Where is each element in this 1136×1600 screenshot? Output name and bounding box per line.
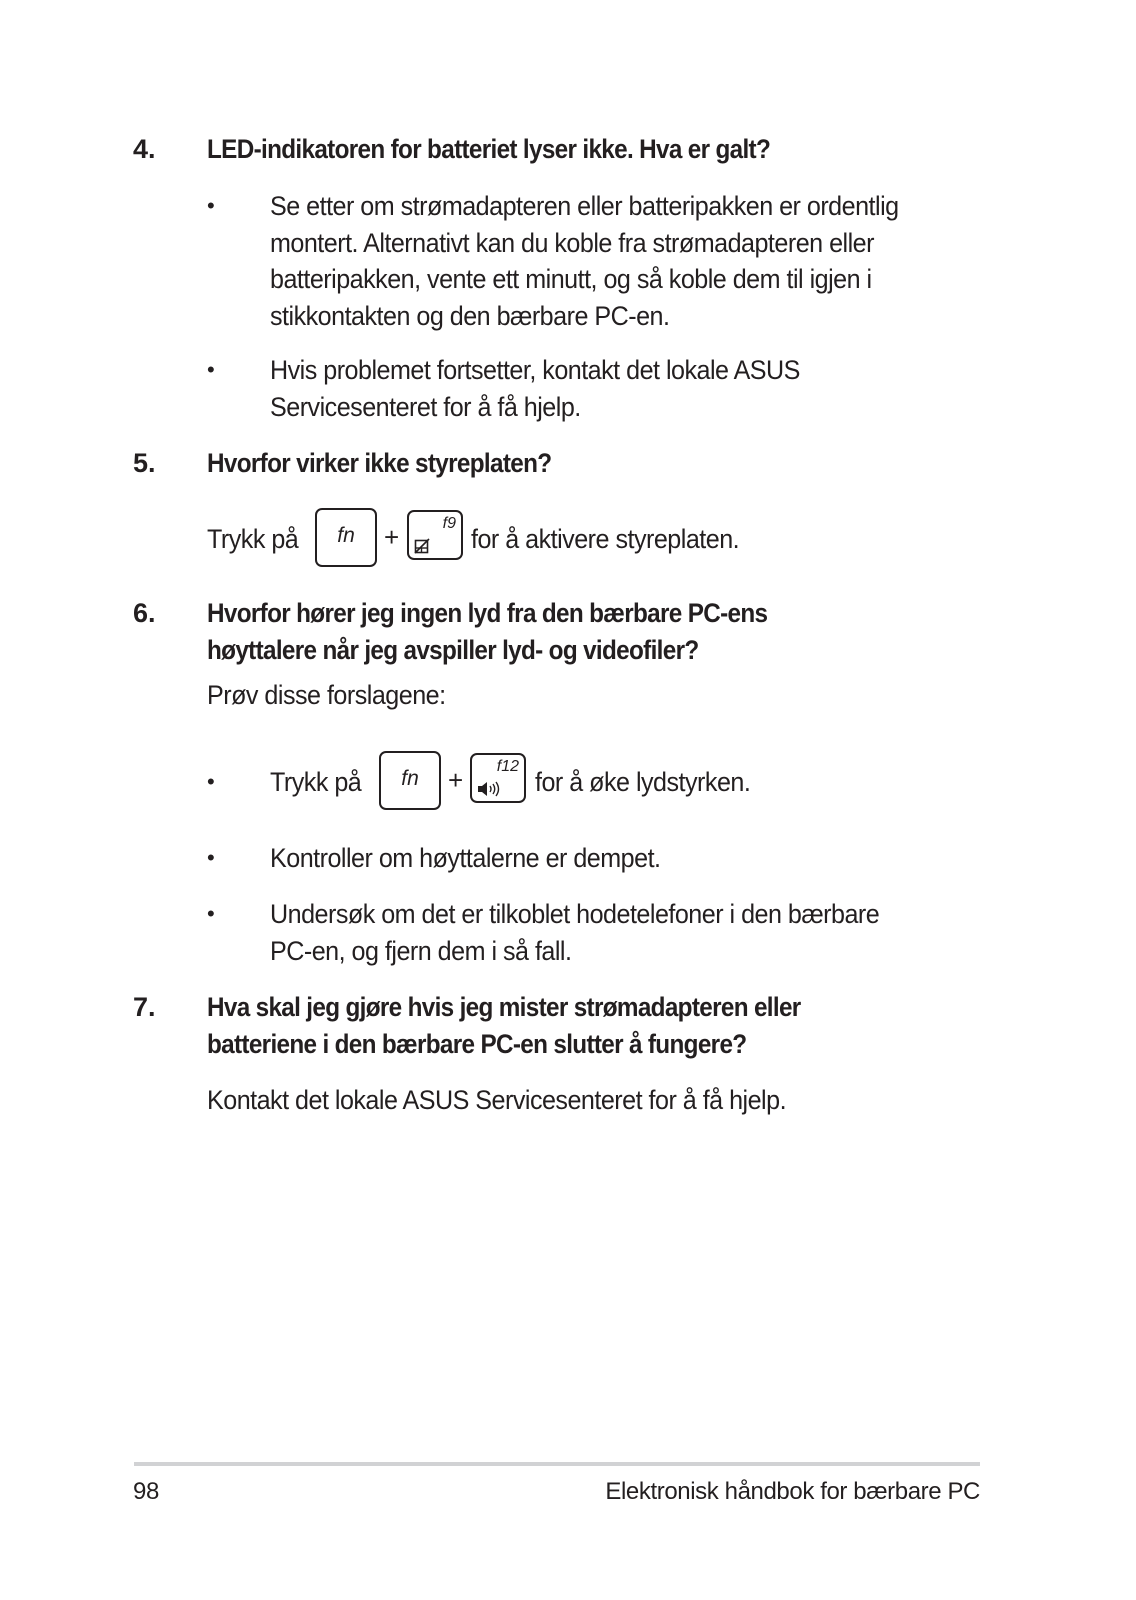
list-item xyxy=(270,352,840,425)
f9-key-label: f9 xyxy=(442,515,456,532)
instruction-prefix: Trykk på xyxy=(207,524,299,554)
f9-key xyxy=(407,510,463,560)
list-item-line: Hvis problemet fortsetter, kontakt det lokale ASUS xyxy=(270,355,800,385)
section-7-heading-line: batteriene i den bærbare PC-en slutter å fungere? xyxy=(207,1028,747,1059)
list-item-line: montert. Alternativt kan du koble fra strømadapteren eller xyxy=(270,227,874,258)
section-6-intro: Prøv disse forslagene: xyxy=(207,680,446,710)
list-item xyxy=(270,188,946,334)
key-bullet-suffix: for å øke lydstyrken. xyxy=(535,767,751,797)
instruction-suffix: for å aktivere styreplaten. xyxy=(471,524,740,554)
touchpad-toggle-icon xyxy=(414,538,430,554)
bullet-marker: • xyxy=(207,357,215,382)
section-5-number: 5. xyxy=(133,448,156,478)
f12-key-label: f12 xyxy=(496,758,519,775)
section-4-heading: LED-indikatoren for batteriet lyser ikke. Hva er galt? xyxy=(207,134,771,164)
list-item-line: batteripakken, vente ett minutt, og så koble dem til igjen i xyxy=(270,264,872,294)
page-number: 98 xyxy=(133,1478,159,1505)
bullet-marker: • xyxy=(207,193,215,218)
fn-key xyxy=(379,751,441,810)
fn-key-label: fn xyxy=(337,524,355,547)
bullet-marker: • xyxy=(207,769,215,794)
list-item-line: Servicesenteret for å få hjelp. xyxy=(270,391,581,422)
list-item xyxy=(270,896,925,969)
section-7-number: 7. xyxy=(133,992,156,1022)
plus-sign: + xyxy=(448,765,464,795)
footer-divider xyxy=(134,1462,980,1466)
fn-key xyxy=(315,508,377,567)
bullet-marker: • xyxy=(207,845,215,870)
plus-sign: + xyxy=(384,522,400,552)
list-item-line: Se etter om strømadapteren eller batteripakken er ordentlig xyxy=(270,191,899,221)
section-6-heading-line: høyttalere når jeg avspiller lyd- og videofiler? xyxy=(207,634,699,665)
key-bullet-prefix: Trykk på xyxy=(270,767,362,797)
fn-key-label: fn xyxy=(401,767,419,790)
list-item-line: stikkontakten og den bærbare PC-en. xyxy=(270,300,670,331)
section-7-body: Kontakt det lokale ASUS Servicesenteret for å få hjelp. xyxy=(207,1085,787,1115)
f12-key xyxy=(470,753,526,803)
volume-up-icon xyxy=(477,781,501,797)
list-item-line: Undersøk om det er tilkoblet hodetelefoner i den bærbare xyxy=(270,899,880,929)
bullet-marker: • xyxy=(207,901,215,926)
footer-title: Elektronisk håndbok for bærbare PC xyxy=(605,1478,980,1505)
section-4-number: 4. xyxy=(133,134,156,164)
section-5-heading: Hvorfor virker ikke styreplaten? xyxy=(207,448,552,478)
section-7-heading xyxy=(207,989,867,1062)
list-item-line: PC-en, og fjern dem i så fall. xyxy=(270,935,572,966)
section-6-number: 6. xyxy=(133,598,156,628)
section-6-heading-line: Hvorfor hører jeg ingen lyd fra den bærbare PC-ens xyxy=(207,598,768,628)
section-6-heading xyxy=(207,595,830,668)
list-item: Kontroller om høyttalerne er dempet. xyxy=(270,843,661,873)
section-7-heading-line: Hva skal jeg gjøre hvis jeg mister strømadapteren eller xyxy=(207,992,801,1022)
